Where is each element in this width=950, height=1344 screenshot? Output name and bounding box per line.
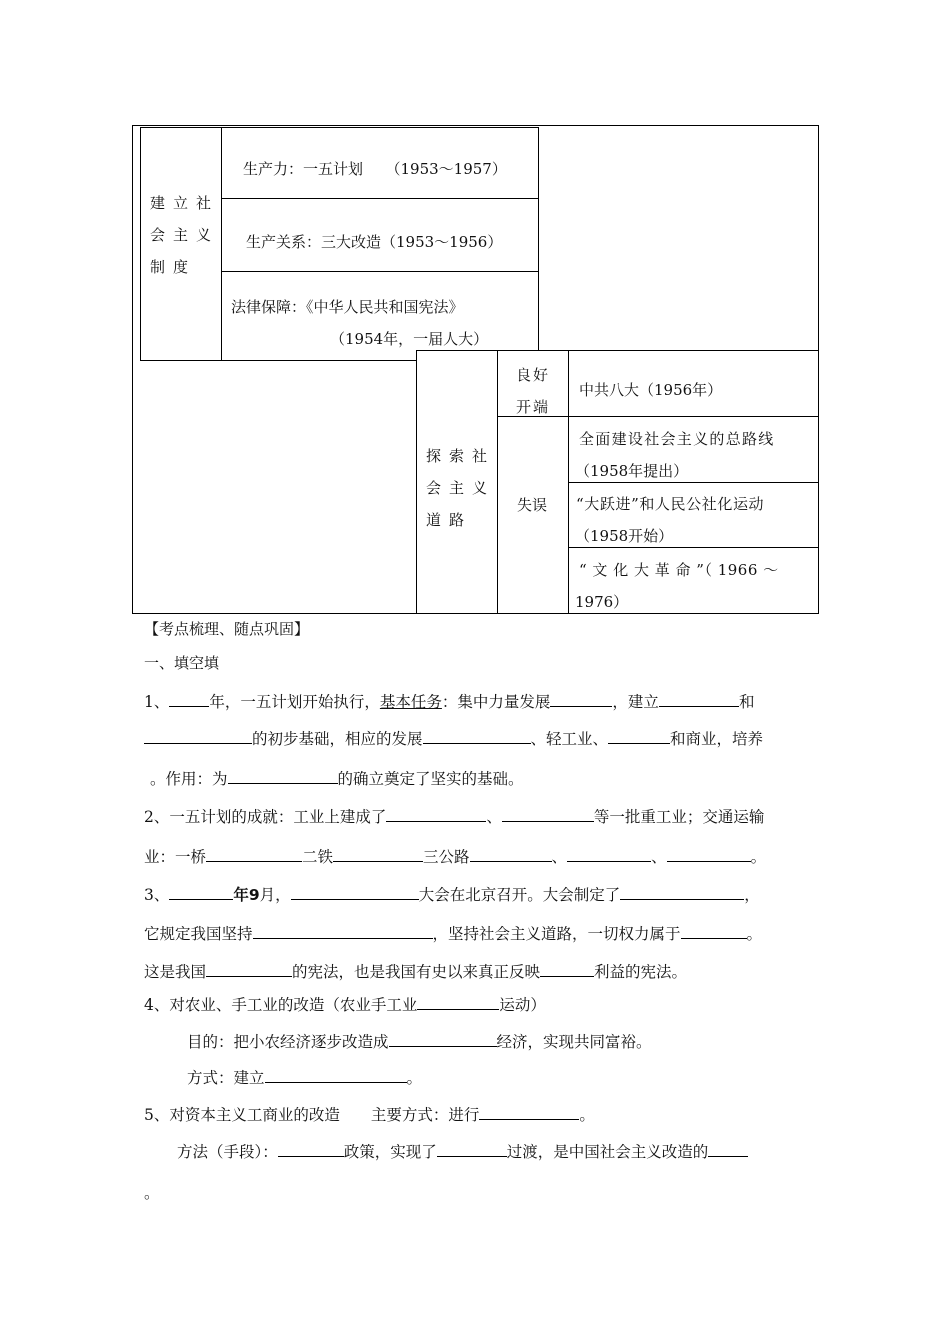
q5-line1: 5、对资本主义工商业的改造 主要方式：进行 。	[144, 1106, 595, 1124]
blank	[659, 692, 739, 707]
blank	[144, 729, 252, 744]
blank	[265, 1068, 407, 1083]
blank	[681, 924, 747, 939]
explore-label: 探索社会主义道路	[426, 447, 496, 529]
blank	[540, 962, 594, 977]
q1-line1: 1、 年，一五计划开始执行，基本任务：集中力量发展 ，建立 和	[144, 693, 755, 711]
establish-label: 建立社会主义制度	[150, 194, 220, 276]
blank	[291, 885, 419, 900]
blank	[169, 885, 233, 900]
blank	[389, 1032, 497, 1047]
q4-line1: 4、对农业、手工业的改造（农业手工业 运动）	[144, 996, 546, 1014]
explore-divider-1	[497, 350, 498, 614]
establish-divider	[221, 127, 222, 361]
q2-line1: 2、一五计划的成就：工业上建成了 、 等一批重工业；交通运输	[144, 808, 765, 826]
mistake-2-line2: （1958开始）	[575, 527, 674, 545]
blank	[333, 847, 423, 862]
explore-row-divider-3	[568, 547, 819, 548]
blank	[228, 769, 338, 784]
q5-line3: 。	[144, 1184, 160, 1202]
blank	[253, 924, 433, 939]
blank	[417, 995, 499, 1010]
q3-line1: 3、 年9月， 大会在北京召开。大会制定了 ，	[144, 886, 760, 904]
blank	[437, 1142, 507, 1157]
relations-text: 生产关系：三大改造（1953～1956）	[246, 233, 503, 251]
q5-line2: 方法（手段）： 政策，实现了 过渡，是中国社会主义改造的	[177, 1140, 748, 1162]
blank	[502, 807, 594, 822]
establish-row-divider-2	[221, 271, 539, 272]
blank	[386, 807, 486, 822]
legal-text-line1: 法律保障：《中华人民共和国宪法》	[231, 298, 464, 316]
mistake-2-line1: “大跃进”和人民公社化运动	[576, 495, 765, 513]
blank	[567, 847, 651, 862]
blank	[278, 1142, 344, 1157]
q3-line2: 它规定我国坚持 ，坚持社会主义道路，一切权力属于 。	[144, 925, 763, 943]
q1-line2: 的初步基础，相应的发展 、轻工业、 和商业，培养	[144, 727, 763, 749]
mistake-1-line2: （1958年提出）	[575, 462, 689, 480]
part-title: 一、填空填	[144, 654, 220, 672]
mistakes-label: 失误	[517, 496, 548, 514]
q1-line3: 。作用：为 的确立奠定了坚实的基础。	[150, 770, 524, 788]
mistake-3-line2: 1976）	[575, 593, 629, 611]
blank	[608, 729, 670, 744]
legal-text-line2: （1954年，一届人大）	[330, 330, 489, 348]
q3-line3: 这是我国 的宪法，也是我国有史以来真正反映 利益的宪法。	[144, 963, 688, 981]
establish-row-divider-1	[221, 198, 539, 199]
blank	[667, 847, 751, 862]
blank	[169, 692, 209, 707]
q4-line2: 目的：把小农经济逐步改造成 经济，实现共同富裕。	[187, 1033, 652, 1051]
q2-line2: 业：一桥 二铁 三公路 、 、 。	[144, 848, 767, 866]
blank	[550, 692, 612, 707]
blank	[620, 885, 744, 900]
good-start-item: 中共八大（1956年）	[579, 381, 723, 399]
productivity-text: 生产力：一五计划 （1953～1957）	[243, 160, 507, 178]
blank	[470, 847, 552, 862]
q4-line3: 方式：建立 。	[187, 1069, 423, 1087]
blank	[708, 1142, 748, 1157]
blank	[206, 962, 292, 977]
mistake-3-line1: “ 文 化 大 革 命 ”（ 1966 ～	[579, 561, 779, 579]
section-title: 【考点梳理、随点巩固】	[144, 620, 310, 638]
blank	[423, 729, 531, 744]
blank	[206, 847, 302, 862]
explore-row-divider-2	[568, 482, 819, 483]
mistake-1-line1: 全面建设社会主义的总路线	[579, 430, 775, 448]
good-start-label: 良好开端	[516, 366, 551, 416]
blank	[479, 1105, 579, 1120]
